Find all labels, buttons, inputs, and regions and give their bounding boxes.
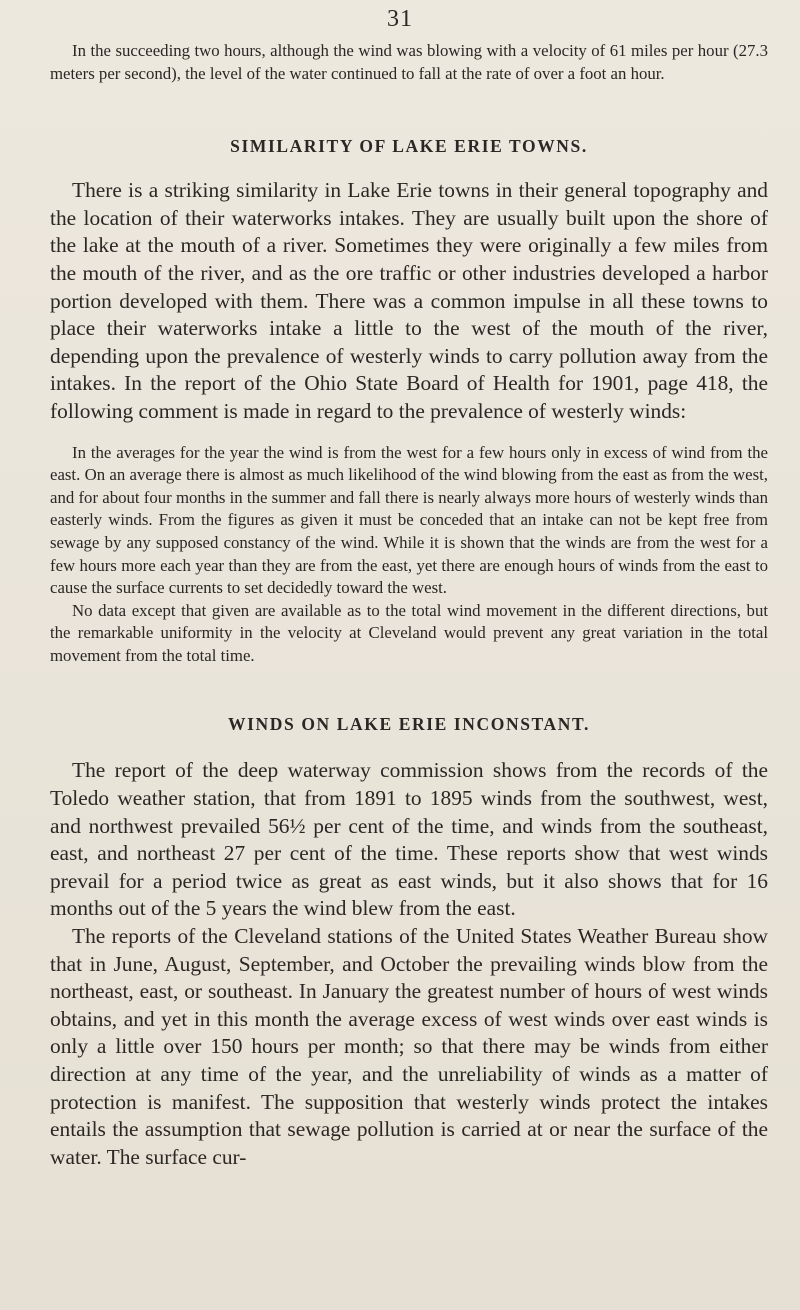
page-number: 31 <box>387 6 413 32</box>
section-heading-winds: WINDS ON LAKE ERIE INCONSTANT. <box>228 714 590 735</box>
body-paragraph: The reports of the Cleveland stations of the United States Weather Bureau show that in June, August, September, and October the prevailing winds blow from the northeast, east, or southeast. In January the greatest number of hours of west winds obtains, and yet in this month the average excess of west winds over east winds is only a little over 150 hours per month; so that there may be winds from either direction at any time of the year, and the unreliability of winds as a matter of protection is manifest. The supposition that westerly winds protect the intakes entails the assumption that sewage pollution is carried at or near the surface of the water. The surface cur- <box>50 924 768 1169</box>
body-paragraph: There is a striking similarity in Lake Erie towns in their general topography and the location of their waterworks intakes. They are usually built upon the shore of the lake at the mouth of a river. Sometimes they were originally a few miles from the mouth of the river, and as the ore traffic or other industries developed a harbor portion developed with them. There was a common impulse in all these towns to place their waterworks intake a little to the west of the mouth of the river, depending upon the prevalence of westerly winds to carry pollution away from the intakes. In the report of the Ohio State Board of Health for 1901, page 418, the following comment is made in regard to the prevalence of westerly winds: <box>50 178 768 423</box>
quoted-paragraph: No data except that given are available as to the total wind movement in the different directions, but the remarkable uniformity in the velocity at Cleveland would prevent any great variation in the total movement from the total time. <box>50 600 768 665</box>
intro-paragraph: In the succeeding two hours, although the wind was blowing with a velocity of 61 miles per hour (27.3 meters per second), the level of the water continued to fall at the rate of over a foot an hour. <box>50 41 768 83</box>
page-content <box>50 40 768 1171</box>
section-heading-similarity: SIMILARITY OF LAKE ERIE TOWNS. <box>230 136 588 157</box>
quoted-paragraph: In the averages for the year the wind is from the west for a few hours only in excess of wind from the east. On an average there is almost as much likelihood of the wind blowing from the east as from the west, and for about four months in the summer and fall there is nearly always more hours of westerly winds than easterly winds. From the figures as given it must be conceded that an intake can not be kept free from sewage by any supposed constancy of the wind. While it is shown that the winds are from the west for a few hours more each year than they are from the east, yet there are enough hours of winds from the east to cause the surface currents to set decidedly toward the west. <box>50 442 768 598</box>
body-paragraph: The report of the deep waterway commission shows from the records of the Toledo weather station, that from 1891 to 1895 winds from the southwest, west, and northwest prevailed 56½ per cent of the time, and winds from the southeast, east, and northeast 27 per cent of the time. These reports show that west winds prevail for a period twice as great as east winds, but it also shows that for 16 months out of the 5 years the wind blew from the east. <box>50 758 768 921</box>
